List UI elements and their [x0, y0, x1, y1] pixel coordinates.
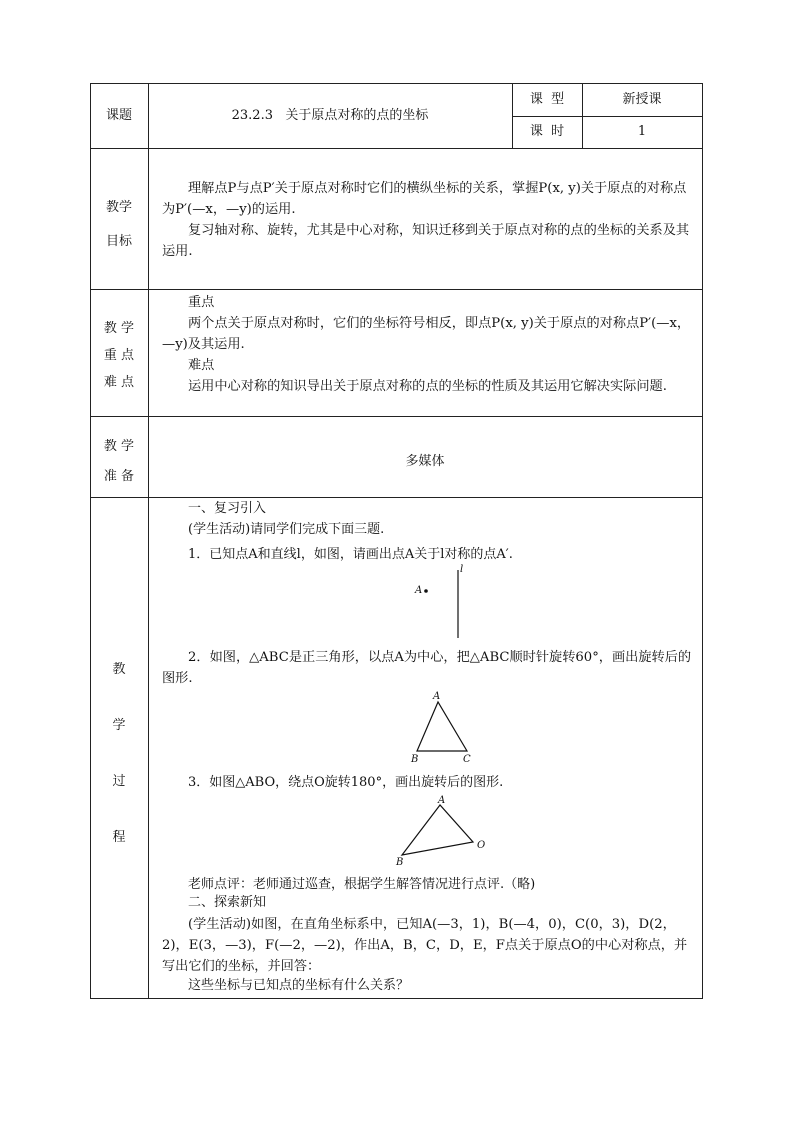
- objectives-text: [162, 178, 694, 262]
- table-border: [90, 83, 91, 999]
- table-border: [90, 148, 703, 149]
- process-label-char: 过: [112, 774, 126, 789]
- fig3-label-b: B: [396, 857, 404, 868]
- section-2-question: 这些坐标与已知点的坐标有什么关系？: [188, 978, 410, 993]
- point-a: [424, 589, 428, 593]
- preparation-label: 准 备: [103, 469, 135, 484]
- process-label-char: 程: [112, 830, 126, 845]
- fig2-label-b: B: [411, 754, 419, 765]
- table-border: [90, 289, 703, 290]
- key-points-label: 教 学: [103, 321, 135, 336]
- triangle-abc: [417, 702, 467, 751]
- figure-triangle-abo: [392, 792, 502, 870]
- fig2-label-c: C: [463, 754, 471, 765]
- lesson-type-value: 新授课: [622, 92, 662, 107]
- topic-label: 课题: [105, 108, 132, 123]
- key-heading: 重点: [188, 295, 215, 310]
- table-border: [512, 116, 703, 117]
- question-1: 1．已知点A和直线l，如图，请画出点A关于l对称的点A′.: [188, 547, 513, 562]
- section-1-title: 一、复习引入: [188, 501, 267, 516]
- table-border: [90, 83, 703, 84]
- table-border: [90, 497, 703, 498]
- objective-2: 复习轴对称、旋转，尤其是中心对称，知识迁移到关于原点对称的点的坐标的关系及其运用.: [162, 223, 690, 259]
- preparation-label: 教 学: [103, 439, 135, 454]
- section-1-intro: (学生活动)请同学们完成下面三题.: [188, 522, 385, 537]
- key-points-label: 难 点: [103, 375, 135, 390]
- preparation-value: 多媒体: [405, 454, 445, 469]
- lesson-type-label: 课 型: [529, 92, 565, 107]
- section-2-title: 二、探索新知: [188, 895, 267, 910]
- figure-equilateral-triangle: [400, 688, 490, 768]
- table-border: [702, 83, 703, 999]
- key-points-text: [162, 292, 694, 397]
- fig3-label-o: O: [477, 840, 486, 851]
- table-border: [90, 416, 703, 417]
- table-border: [90, 998, 703, 999]
- key-text: 两个点关于原点对称时，它们的坐标符号相反，即点P(x, y)关于原点的对称点P′(—x，—y)及其运用.: [162, 316, 691, 352]
- fig1-label-l: l: [460, 564, 464, 575]
- lesson-period-label: 课 时: [529, 124, 565, 139]
- difficulty-heading: 难点: [188, 358, 215, 373]
- section-2-activity: (学生活动)如图，在直角坐标系中，已知A(—3，1)，B(—4，0)，C(0，3)，D(2，2)，E(3，—3)，F(—2，—2)，作出A，B，C，D，E，F点关于原点O的中心对称点，并写出它们的坐标，并回答：: [162, 917, 688, 974]
- triangle-abo: [402, 805, 473, 855]
- fig3-label-a: A: [438, 795, 446, 806]
- question-2: 2．如图，△ABC是正三角形，以点A为中心，把△ABC顺时针旋转60°，画出旋转后的图形.: [162, 650, 692, 686]
- objective-1: 理解点P与点P′关于原点对称时它们的横纵坐标的关系，掌握P(x, y)关于原点的对称点为P′(—x，—y)的运用.: [162, 181, 687, 217]
- table-border: [148, 83, 149, 999]
- key-points-label: 重 点: [103, 348, 135, 363]
- lesson-period-value: 1: [637, 124, 647, 139]
- objectives-label: 教学: [105, 200, 132, 215]
- process-label-char: 教: [112, 662, 126, 677]
- objectives-label: 目标: [105, 234, 132, 249]
- lesson-topic: 23.2.3 关于原点对称的点的坐标: [231, 108, 429, 123]
- difficulty-text: 运用中心对称的知识导出关于原点对称的点的坐标的性质及其运用它解决实际问题.: [188, 379, 667, 394]
- fig2-label-a: A: [433, 691, 441, 702]
- process-label-char: 学: [112, 718, 126, 733]
- fig1-label-a: A: [415, 585, 423, 596]
- figure-point-line: [400, 560, 480, 642]
- question-3: 3．如图△ABO，绕点O旋转180°，画出旋转后的图形.: [188, 775, 504, 790]
- teacher-comment: 老师点评：老师通过巡查，根据学生解答情况进行点评.（略): [188, 877, 536, 892]
